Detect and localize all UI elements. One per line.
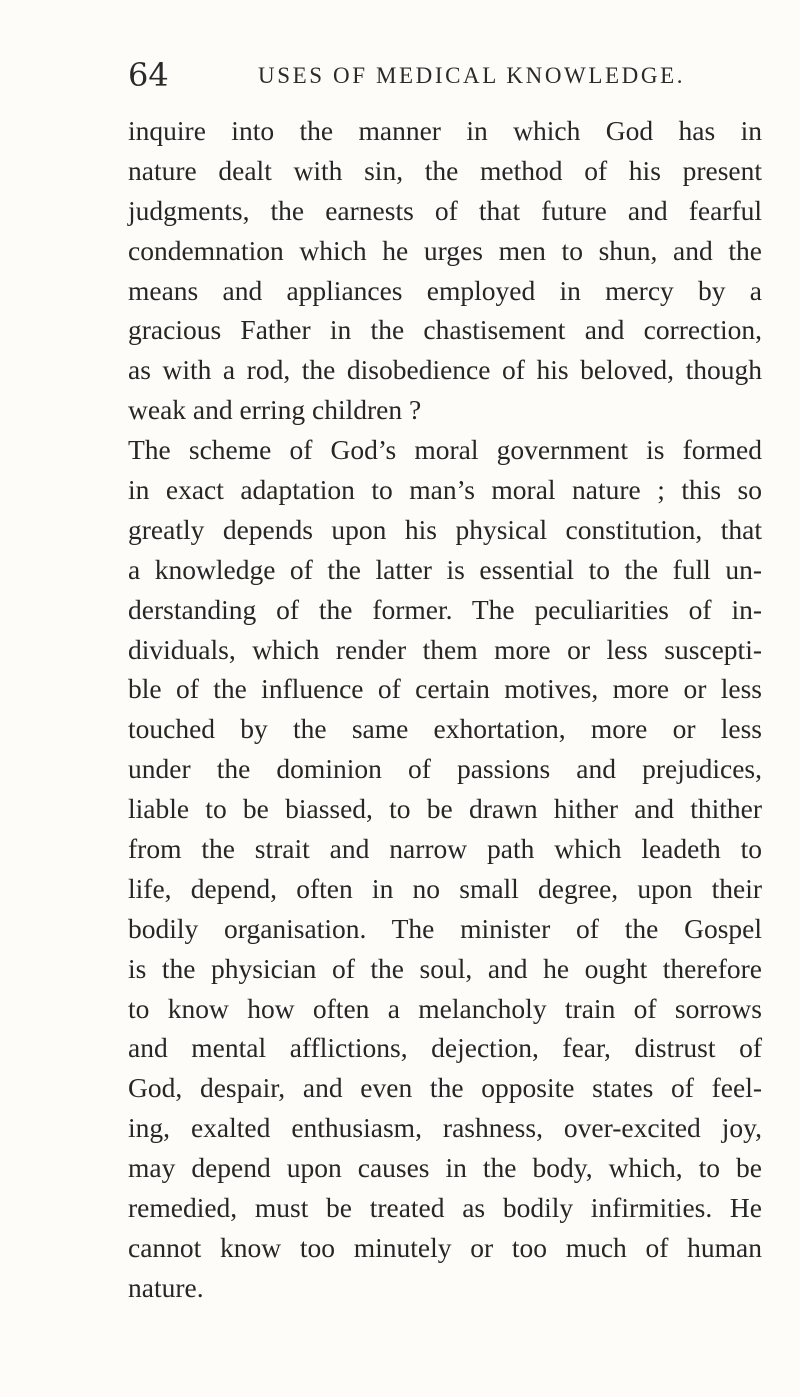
text-line: God, despair, and even the opposite states of feel- [128,1072,762,1104]
text-line: as with a rod, the disobedience of his beloved, though [128,354,762,386]
text-line: bodily organisation. The minister of the Gospel [128,912,762,944]
text-line: and mental afflictions, dejection, fear, distrust of [128,1032,762,1064]
text-line: cannot know too minutely or too much of human [128,1231,762,1263]
text-line: may depend upon causes in the body, which, to be [128,1152,762,1184]
text-line: dividuals, which render them more or less suscepti- [128,633,762,665]
running-head [128,58,760,98]
text-line: in exact adaptation to man’s moral nature ; this so [128,474,762,506]
text-line: inquire into the manner in which God has in [128,115,762,146]
text-line: a knowledge of the latter is essential to the full un- [128,553,762,585]
text-line: condemnation which he urges men to shun, and the [128,234,762,266]
text-line: derstanding of the former. The peculiarities of in- [128,593,762,625]
text-line: ing, exalted enthusiasm, rashness, over-excited joy, [128,1112,762,1144]
text-line: life, depend, often in no small degree, upon their [128,872,762,904]
text-line: nature dealt with sin, the method of his present [128,154,762,186]
text-line: remedied, must be treated as bodily infirmities. He [128,1192,762,1224]
text-line: ble of the influence of certain motives, more or less [128,673,762,705]
text-line: liable to be biassed, to be drawn hither and thither [128,793,762,825]
text-line: touched by the same exhortation, more or less [128,713,762,745]
text-line: under the dominion of passions and prejudices, [128,753,762,785]
running-title: USES OF MEDICAL KNOWLEDGE. [258,63,686,88]
text-line: nature. [128,1271,204,1303]
text-line: The scheme of God’s moral government is formed [128,434,762,466]
text-line: means and appliances employed in mercy by a [128,274,762,306]
text-line: judgments, the earnests of that future and fearful [128,194,762,226]
text-line: is the physician of the soul, and he ought therefore [128,952,762,984]
text-line: from the strait and narrow path which leadeth to [128,833,762,865]
text-line: to know how often a melancholy train of sorrows [128,992,762,1024]
text-line: greatly depends upon his physical constitution, that [128,513,762,545]
text-line: gracious Father in the chastisement and correction, [128,314,762,346]
text-line: weak and erring children ? [128,394,422,426]
page-number: 64 [128,56,169,94]
body-text [128,111,762,1308]
